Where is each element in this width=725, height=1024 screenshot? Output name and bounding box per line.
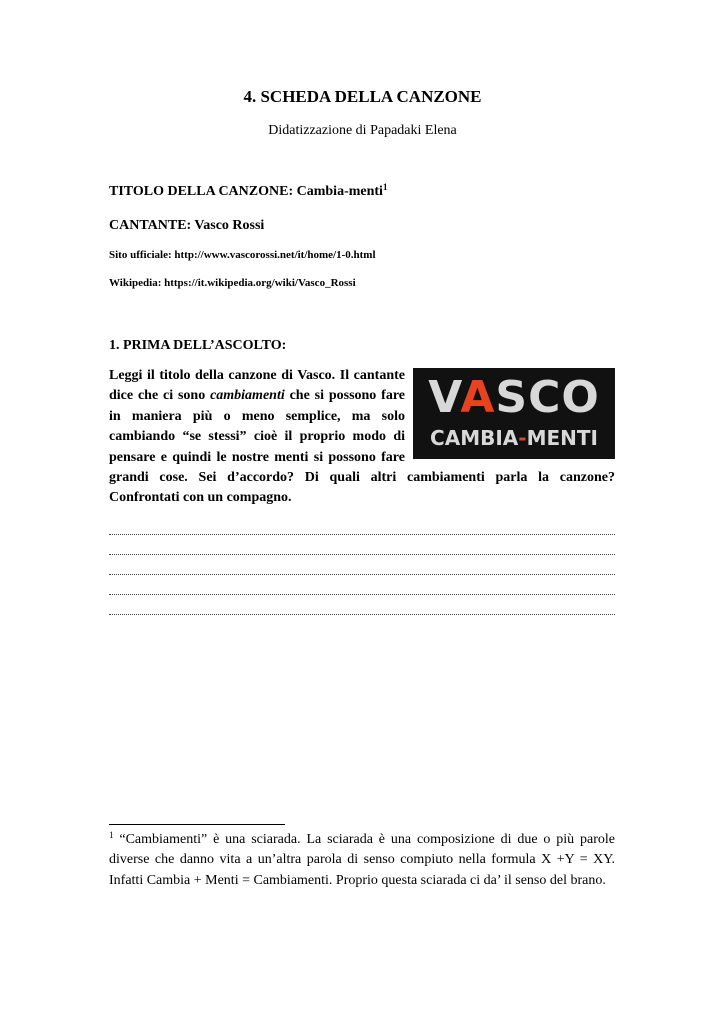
answer-line[interactable]	[109, 555, 615, 575]
wikipedia-line: Wikipedia: https://it.wikipedia.org/wiki/Vasco_Rossi	[109, 277, 356, 289]
answer-line[interactable]	[109, 535, 615, 555]
footnote-number: 1	[109, 830, 114, 840]
footnote	[109, 830, 615, 891]
footnote-text: “Cambiamenti” è una sciarada. La sciarada è una composizione di due o più parole diverse che danno vita a un’altra parola di senso compiuto nella formula X +Y = XY. Infatti Cambia + Menti = Cambiamenti. Proprio questa sciarada ci da’ il senso del brano.	[109, 832, 615, 888]
banner-menti: MENTI	[526, 426, 598, 450]
banner-dash: -	[518, 426, 527, 450]
exercise-text-emphasis: cambiamenti	[210, 388, 285, 404]
banner-cambia: CAMBIA	[430, 426, 519, 450]
singer-line: CANTANTE: Vasco Rossi	[109, 218, 265, 233]
section-heading-before-listening: 1. PRIMA DELL’ASCOLTO:	[109, 338, 287, 353]
exercise-paragraph	[109, 366, 615, 509]
banner-vasco-logo	[413, 372, 615, 424]
banner-letter-a: A	[460, 372, 496, 423]
exercise-text-1: Leggi il titolo della canzone di Vasco. Il cantante dice che ci sono	[109, 368, 405, 404]
official-site-line: Sito ufficiale: http://www.vascorossi.net/it/home/1-0.html	[109, 249, 376, 261]
answer-line[interactable]	[109, 515, 615, 535]
banner-letters-sco: SCO	[495, 372, 600, 423]
footnote-ref[interactable]: 1	[382, 182, 388, 192]
exercise-text-2: che si possono fare in maniera più o meno semplice, ma solo cambiando “se stessi” cioè il proprio modo di pensare e quindi le nostre menti si possono fare grandi cose. Sei d’accordo? Di quali altri cambiamenti parla la canzone? Confrontati con un compagno.	[109, 388, 615, 506]
banner-cambia-menti	[413, 426, 615, 450]
banner-letter-v: V	[428, 372, 461, 423]
song-title-line	[109, 184, 387, 200]
author-subtitle: Didatizzazione di Papadaki Elena	[268, 123, 457, 138]
footnote-separator	[109, 824, 285, 825]
answer-lines[interactable]	[109, 515, 615, 615]
answer-line[interactable]	[109, 575, 615, 595]
vasco-cambia-menti-banner	[413, 368, 615, 459]
page-title: 4. SCHEDA DELLA CANZONE	[243, 87, 482, 106]
answer-line[interactable]	[109, 595, 615, 615]
song-title-text: TITOLO DELLA CANZONE: Cambia-menti	[109, 184, 383, 199]
